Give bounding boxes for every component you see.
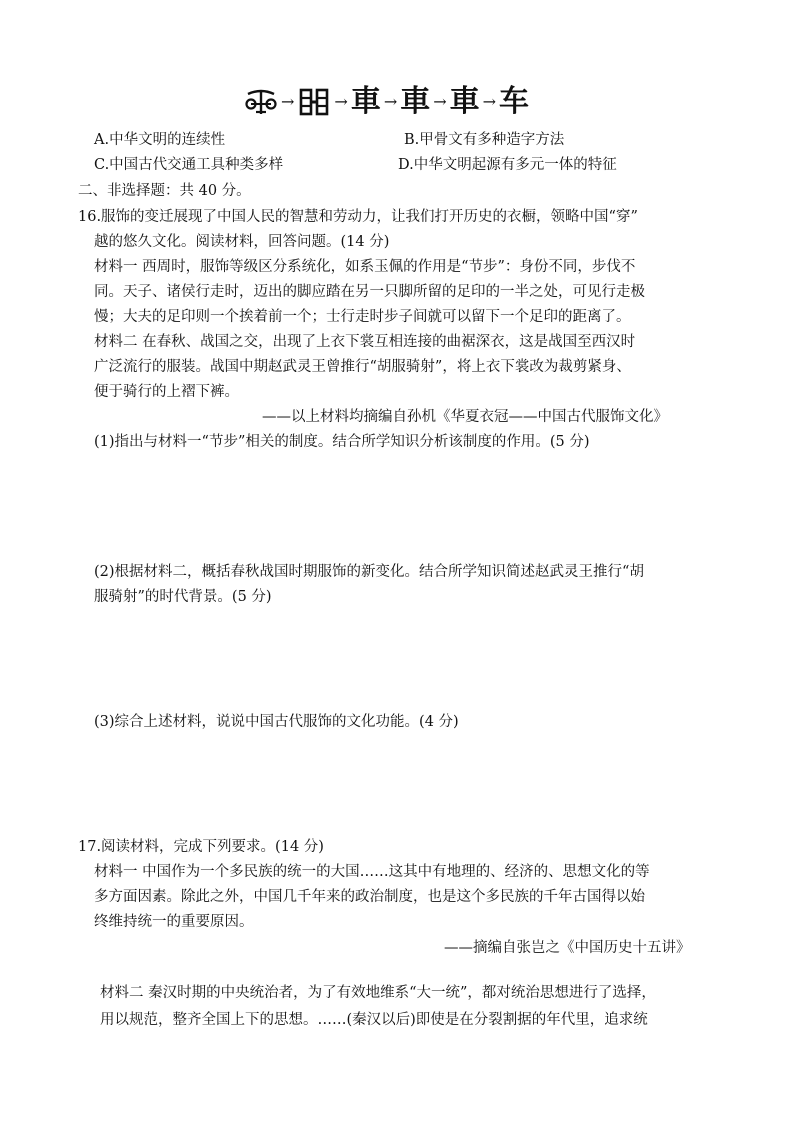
seal-script-car-glyph: 車 bbox=[350, 84, 381, 119]
section-heading: 二、非选择题：共 40 分。 bbox=[78, 183, 251, 199]
clerical-script-car-glyph: 車 bbox=[400, 84, 431, 119]
option-b: B.甲骨文有多种造字方法 bbox=[404, 132, 565, 148]
q16-stem-line: 越的悠久文化。阅读材料，回答问题。(14 分) bbox=[94, 234, 390, 250]
evolution-arrow: → bbox=[383, 92, 398, 111]
q17-material-1-line: 多方面因素。除此之外，中国几千年来的政治制度，也是这个多民族的千年古国得以始 bbox=[94, 889, 645, 905]
q17-material-2-line: 用以规范，整齐全国上下的思想。……(秦汉以后)即使是在分裂割据的年代里，追求统 bbox=[100, 1012, 648, 1028]
q16-material-2-line: 材料二 在春秋、战国之交，出现了上衣下裳互相连接的曲裾深衣，这是战国至西汉时 bbox=[94, 334, 636, 350]
bronze-script-car-glyph-icon bbox=[297, 86, 331, 118]
regular-script-car-glyph: 車 bbox=[449, 84, 480, 119]
q17-material-2-line: 材料二 秦汉时期的中央统治者，为了有效地维系“大一统”，都对统治思想进行了选择， bbox=[100, 985, 656, 1001]
q17-source: ——摘编自张岂之《中国历史十五讲》 bbox=[444, 940, 691, 956]
q16-material-1-line: 慢；大夫的足印则一个挨着前一个；士行走时步子间就可以留下一个足印的距离了。 bbox=[94, 309, 631, 325]
oracle-bone-car-glyph-icon bbox=[244, 86, 278, 118]
q16-subquestion-3: (3)综合上述材料，说说中国古代服饰的文化功能。(4 分) bbox=[94, 714, 459, 730]
q16-subquestion-2: 服骑射”的时代背景。(5 分) bbox=[94, 589, 272, 605]
q17-material-1-line: 终维持统一的重要原因。 bbox=[94, 914, 254, 930]
q16-source: ——以上材料均摘编自孙机《华夏衣冠——中国古代服饰文化》 bbox=[262, 409, 668, 425]
evolution-arrow: → bbox=[433, 92, 447, 111]
option-a: A.中华文明的连续性 bbox=[94, 132, 226, 148]
q16-stem-line: 16.服饰的变迁展现了中国人民的智慧和劳动力，让我们打开历史的衣橱，领略中国“穿” bbox=[78, 209, 638, 225]
q17-stem: 17.阅读材料，完成下列要求。(14 分) bbox=[78, 839, 324, 855]
evolution-arrow: → bbox=[281, 92, 295, 111]
evolution-arrow: → bbox=[482, 92, 497, 111]
option-c: C.中国古代交通工具种类多样 bbox=[94, 157, 284, 173]
q17-material-1-line: 材料一 中国作为一个多民族的统一的大国……这其中有地理的、经济的、思想文化的等 bbox=[94, 864, 650, 880]
character-evolution-diagram bbox=[244, 84, 550, 120]
q16-material-2-line: 便于骑行的上褶下裤。 bbox=[94, 384, 239, 400]
q16-material-1-line: 材料一 西周时，服饰等级区分系统化，如系玉佩的作用是“节步”：身份不同，步伐不 bbox=[94, 259, 636, 275]
q16-subquestion-2: (2)根据材料二，概括春秋战国时期服饰的新变化。结合所学知识简述赵武灵王推行“胡 bbox=[94, 564, 644, 580]
option-d: D.中华文明起源有多元一体的特征 bbox=[398, 157, 617, 173]
q16-subquestion-1: (1)指出与材料一“节步”相关的制度。结合所学知识分析该制度的作用。(5 分) bbox=[94, 434, 590, 450]
simplified-car-glyph: 车 bbox=[499, 84, 530, 119]
q16-material-1-line: 同。天子、诸侯行走时，迈出的脚应踏在另一只脚所留的足印的一半之处，可见行走极 bbox=[94, 284, 645, 300]
q16-material-2-line: 广泛流行的服装。战国中期赵武灵王曾推行“胡服骑射”，将上衣下裳改为裁剪紧身、 bbox=[94, 359, 631, 375]
evolution-arrow: → bbox=[334, 92, 348, 111]
